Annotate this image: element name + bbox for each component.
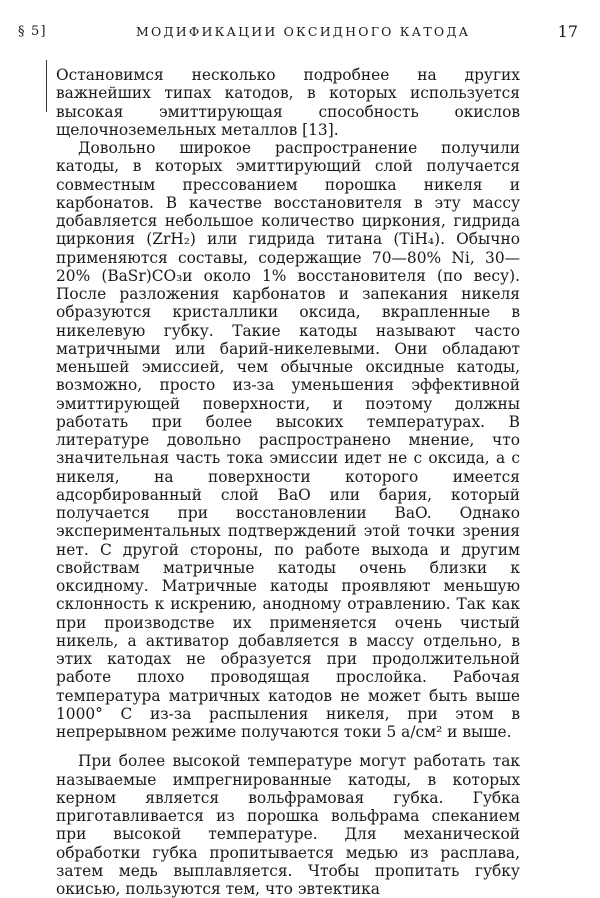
section-number: § 5] (18, 24, 47, 39)
body-text (56, 66, 520, 898)
running-header (18, 22, 578, 46)
margin-mark (46, 60, 49, 112)
paragraph-intro: Остановимся несколько подробнее на других важнейших типах катодов, в которых используется высокая эмиттирующая способность окислов щелочноземельных металлов [13]. (56, 66, 520, 139)
paragraph-matrix-cathodes: Довольно широкое распространение получили катоды, в которых эмиттирующий слой получается совместным прессованием порошка никеля и карбонатов. В качестве восстановителя в эту массу добавляется небольшое количество циркония, гидрида циркония (ZrH₂) или гидрида титана (TiH₄). Обычно применяются составы, содержащие 70—80% Ni, 30—20% (BaSr)CO₃и около 1% восстановителя (по весу). После разложения карбонатов и запекания никеля образуются кристаллики оксида, вкрапленные в никелевую губку. Такие катоды называют часто матричными или барий-никелевыми. Они обладают меньшей эмиссией, чем обычные оксидные катоды, возможно, просто из-за уменьшения эффективной эмиттирующей поверхности, и поэтому должны работать при более высоких температурах. В литературе довольно распространено мнение, что значительная часть тока эмиссии идет не с оксида, а с никеля, на поверхности которого имеется адсорбированный слой BaO или бария, который получается при восстановлении BaO. Однако экспериментальных подтверждений этой точки зрения нет. С другой стороны, по работе выхода и другим свойствам матричные катоды очень близки к оксидному. Матричные катоды проявляют меньшую склонность к искрению, анодному отравлению. Так как при производстве их применяется очень чистый никель, а активатор добавляется в массу отдельно, в этих катодах не образуется при продолжительной работе плохо проводящая прослойка. Рабочая температура матричных катодов не может быть выше 1000° C из-за распыления никеля, при этом в непрерывном режиме получаются токи 5 а/см² и выше. (56, 139, 520, 741)
running-title: МОДИФИКАЦИИ ОКСИДНОГО КАТОДА (136, 24, 471, 39)
page-number: 17 (557, 22, 578, 41)
paragraph-impregnated-cathodes: При более высокой температуре могут работать так называемые импрегнированные катоды, в которых керном является вольфрамовая губка. Губка приготавливается из порошка вольфрама спеканием при высокой температуре. Для механической обработки губка пропитывается медью из расплава, затем медь выплавляется. Чтобы пропитать губку окисью, пользуются тем, что эвтектика (56, 752, 520, 898)
